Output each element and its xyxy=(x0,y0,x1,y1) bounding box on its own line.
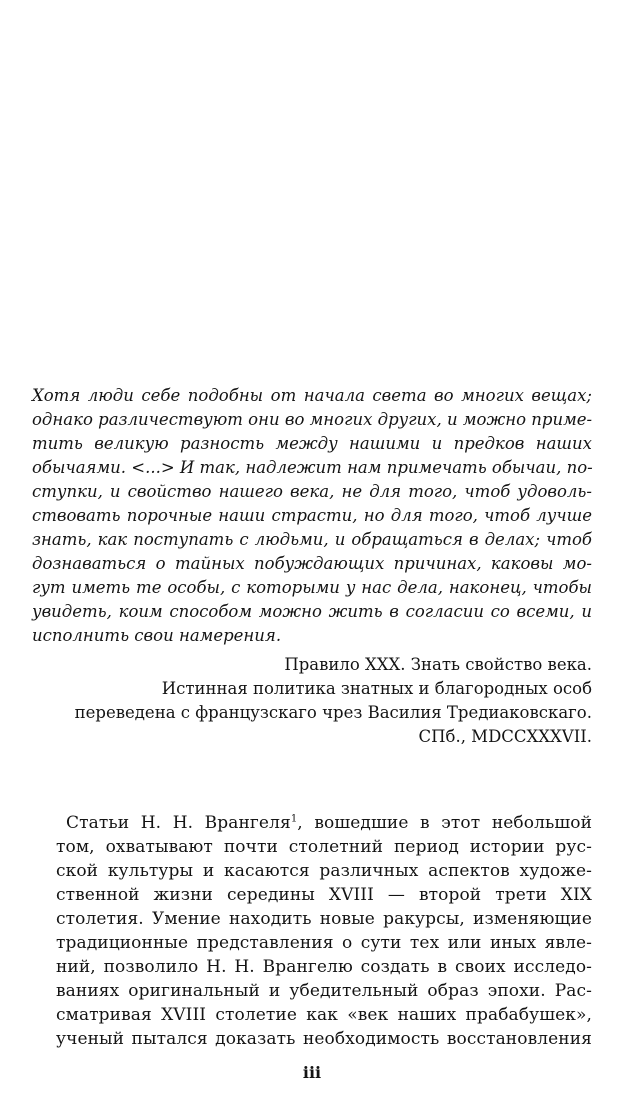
epigraph-line: ствовать порочные наши страсти, но для того, чтоб лучше xyxy=(32,506,592,525)
epigraph-line: знать, как поступать с людьми, и обращаться в делах; чтоб xyxy=(32,530,592,549)
body-line: столетия. Умение находить новые ракурсы, изменяющие xyxy=(56,909,592,929)
epigraph-line: ступки, и свойство нашего века, не для того, чтоб удоволь- xyxy=(32,482,592,501)
epigraph-source xyxy=(32,653,592,749)
epigraph-line: гут иметь те особы, с которыми у нас дела, наконец, чтобы xyxy=(32,578,592,597)
footnote-marker[interactable]: 1 xyxy=(290,813,298,825)
page-number: iii xyxy=(302,1063,322,1082)
body-line: ской культуры и касаются различных аспектов художе- xyxy=(56,861,592,881)
body-line: ваниях оригинальный и убедительный образ эпохи. Рас- xyxy=(56,981,592,1001)
body-line: ученый пытался доказать необходимость восстановления xyxy=(56,1029,592,1049)
body-line: том, охватывают почти столетний период истории рус- xyxy=(56,837,592,857)
epigraph-line: исполнить свои намерения. xyxy=(32,626,282,645)
epigraph xyxy=(32,384,592,648)
body-line: сматривая XVIII столетие как «век наших прабабушек», xyxy=(56,1005,592,1025)
body-line: ственной жизни середины XVIII — второй трети XIX xyxy=(56,885,592,905)
body-line: ний, позволило Н. Н. Врангелю создать в своих исследо- xyxy=(56,957,592,977)
body-paragraph xyxy=(56,811,592,1051)
epigraph-line: увидеть, коим способом можно жить в согласии со всеми, и xyxy=(32,602,592,621)
body-line xyxy=(56,811,592,835)
source-line: переведена с французскаго чрез Василия Тредиаковскаго. xyxy=(74,703,592,722)
body-line: традиционные представления о сути тех или иных явле- xyxy=(56,933,592,953)
epigraph-line: однако различествуют они во многих других, и можно приме- xyxy=(32,410,593,429)
body-text-start: Статьи Н. Н. Врангеля xyxy=(66,813,291,833)
source-line: Истинная политика знатных и благородных особ xyxy=(161,679,592,698)
body-text-continue: , вошедшие в этот небольшой xyxy=(297,813,593,833)
source-line: Правило XXX. Знать свойство века. xyxy=(284,655,592,674)
epigraph-line: обычаями. <...> И так, надлежит нам примечать обычаи, по- xyxy=(32,458,593,477)
epigraph-line: Хотя люди себе подобны от начала света во многих вещах; xyxy=(32,386,592,405)
epigraph-line: дознаваться о тайных побуждающих причинах, каковы мо- xyxy=(32,554,592,573)
epigraph-line: тить великую разность между нашими и предков наших xyxy=(32,434,592,453)
source-line: СПб., MDCCXXXVII. xyxy=(418,727,592,746)
